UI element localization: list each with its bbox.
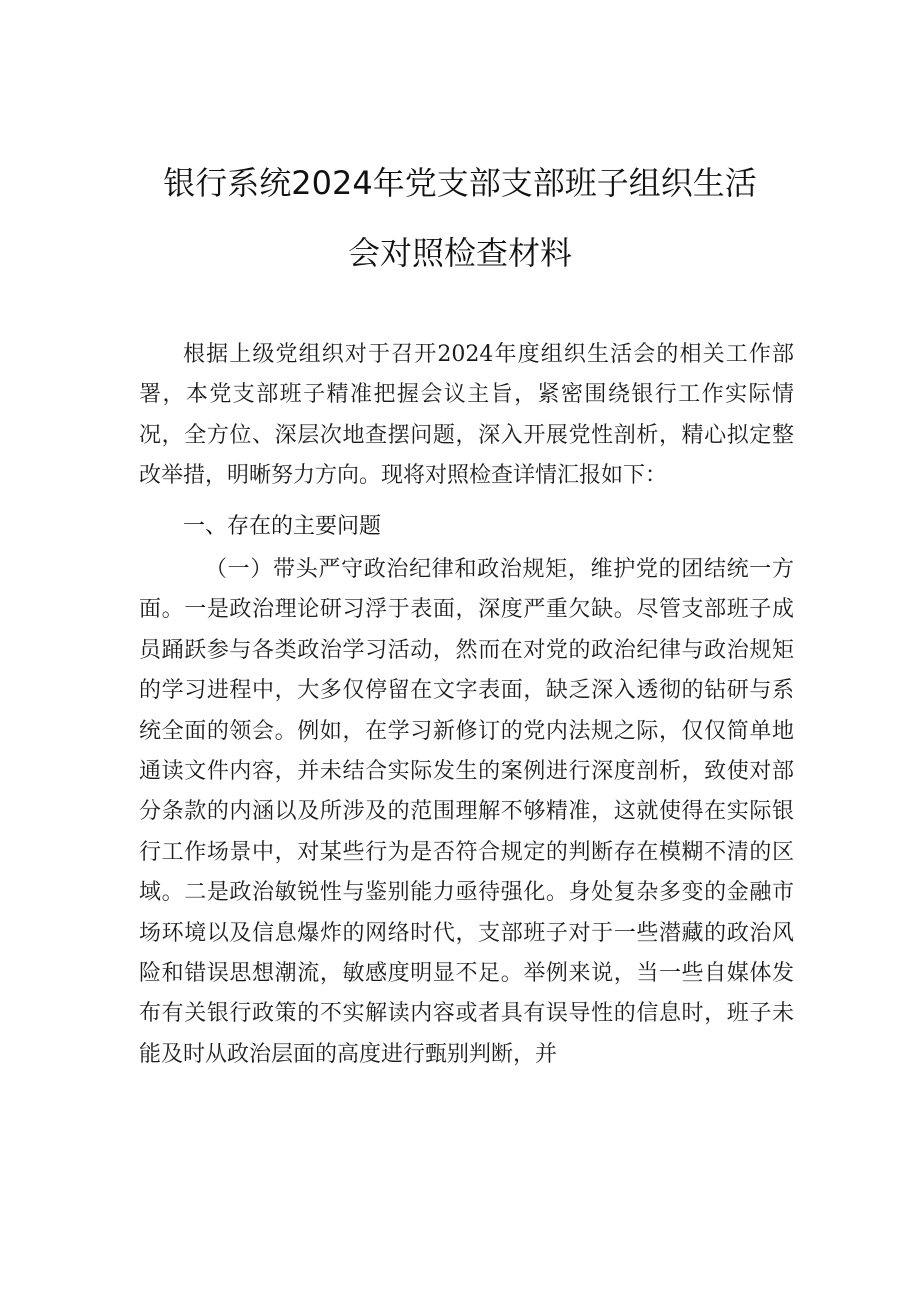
document-title-line-1: 银行系统2024年党支部支部班子组织生活	[163, 164, 757, 202]
intro-paragraph: 根据上级党组织对于召开2024年度组织生活会的相关工作部署，本党支部班子精准把握会议主旨，紧密围绕银行工作实际情况，全方位、深层次地查摆问题，深入开展党性剖析，精心拟定整改举措，明晰努力方向。现将对照检查详情汇报如下：	[139, 342, 794, 489]
section-1-paragraph: （一）带头严守政治纪律和政治规矩，维护党的团结统一方面。一是政治理论研习浮于表面，深度严重欠缺。尽管支部班子成员踊跃参与各类政治学习活动，然而在对党的政治纪律与政治规矩的学习进程中，大多仅停留在文字表面，缺乏深入透彻的钻研与系统全面的领会。例如，在学习新修订的党内法规之际，仅仅简单地通读文件内容，并未结合实际发生的案例进行深度剖析，致使对部分条款的内涵以及所涉及的范围理解不够精准，这就使得在实际银行工作场景中，对某些行为是否符合规定的判断存在模糊不清的区域。二是政治敏锐性与鉴别能力亟待强化。身处复杂多变的金融市场环境以及信息爆炸的网络时代，支部班子对于一些潜藏的政治风险和错误思想潮流，敏感度明显不足。举例来说，当一些自媒体发布有关银行政策的不实解读内容或者具有误导性的信息时，班子未能及时从政治层面的高度进行甄别判断，并	[139, 557, 794, 1067]
section-heading-main-problems: 一、存在的主要问题	[183, 514, 382, 539]
document-title-line-2: 会对照检查材料	[347, 234, 572, 272]
